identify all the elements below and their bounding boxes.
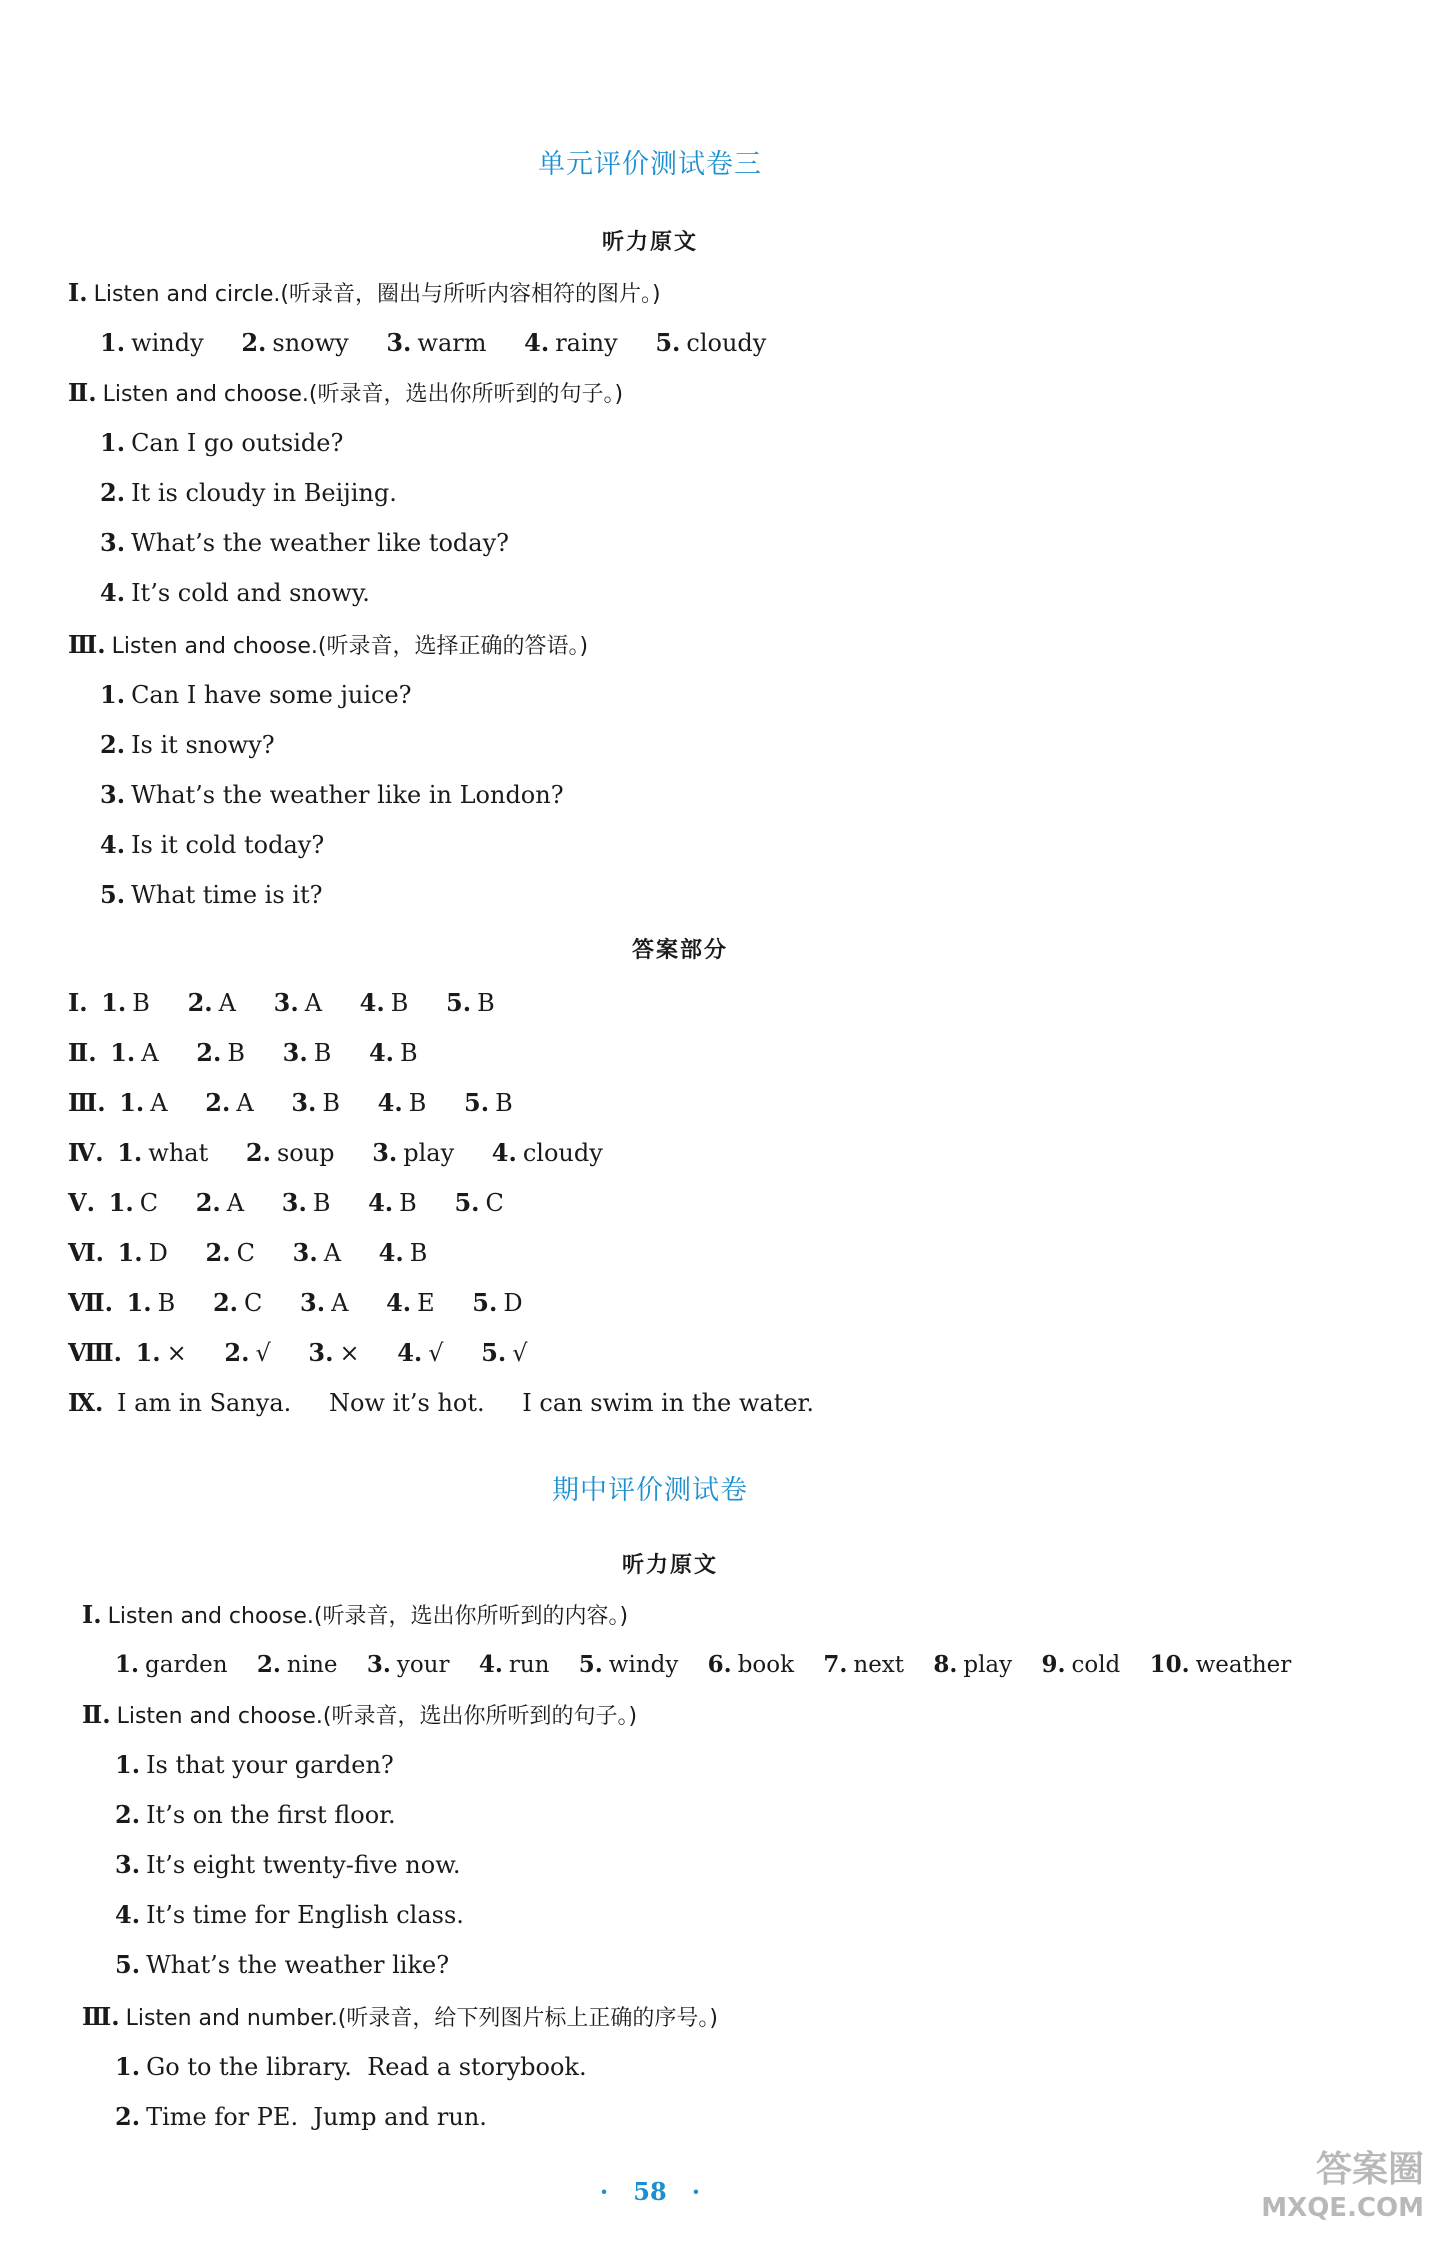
answer-row: Ⅴ. 1. C 2. A 3. B 4. B 5. C [68, 1188, 504, 1217]
list-item: 3. warm [386, 328, 487, 357]
list-item: 4. rainy [524, 328, 618, 357]
list-item: 3. It’s eight twenty-five now. [115, 1850, 461, 1879]
word-list [100, 328, 796, 358]
watermark-text: 答案圈 [1315, 2149, 1424, 2190]
section-title: 期中评价测试卷 [552, 1475, 748, 1506]
watermark-url: MXQE.COM [1261, 2193, 1424, 2223]
answer-row: Ⅰ. 1. B 2. A 3. A 4. B 5. B [68, 988, 495, 1017]
list-item: 2. Is it snowy? [100, 730, 275, 759]
answer-row: Ⅳ. 1. what 2. soup 3. play 4. cloudy [68, 1138, 603, 1167]
list-item: 1. windy [100, 328, 204, 357]
list-item: 1. Can I have some juice? [100, 680, 412, 709]
list-item: 5. cloudy [655, 328, 767, 357]
watermark-logo [1261, 2151, 1424, 2227]
list-item: 3. What’s the weather like in London? [100, 780, 564, 809]
answer-row: Ⅸ. I am in Sanya. Now it’s hot. I can swim in the water. [68, 1388, 815, 1417]
list-item: 1. Is that your garden? [115, 1750, 394, 1779]
list-item: 4. It’s time for English class. [115, 1900, 464, 1929]
list-item: 3. What’s the weather like today? [100, 528, 510, 557]
list-item: 1. Can I go outside? [100, 428, 344, 457]
answer-row: Ⅵ. 1. D 2. C 3. A 4. B [68, 1238, 428, 1267]
list-item: 2. snowy [241, 328, 349, 357]
listening-heading: 听力原文 [621, 1553, 718, 1578]
part-heading [68, 278, 661, 310]
list-item: 1. Go to the library. Read a storybook. [115, 2052, 587, 2081]
part-heading: Ⅲ. Listen and choose.(听录音，选择正确的答语。) [68, 630, 589, 659]
answer-row: Ⅶ. 1. B 2. C 3. A 4. E 5. D [68, 1288, 523, 1317]
answers-heading: 答案部分 [631, 938, 728, 963]
word-list: 1. garden 2. nine 3. your 4. run 5. windy 6. book 7. next 8. play 9. cold 10. weather [115, 1651, 1292, 1678]
list-item: 2. It is cloudy in Beijing. [100, 478, 397, 507]
part-text: Listen and circle.(听录音，圈出与所听内容相符的图片。) [93, 282, 661, 307]
part-heading: Ⅲ. Listen and number.(听录音，给下列图片标上正确的序号。) [82, 2002, 718, 2031]
page-number: · 58 · [599, 2177, 701, 2206]
list-item: 4. It’s cold and snowy. [100, 578, 370, 607]
list-item: 2. It’s on the first floor. [115, 1800, 396, 1829]
part-heading: Ⅰ. Listen and choose.(听录音，选出你所听到的内容。) [82, 1600, 629, 1629]
list-item: 5. What time is it? [100, 880, 323, 909]
part-heading: Ⅱ. Listen and choose.(听录音，选出你所听到的句子。) [82, 1700, 638, 1729]
listening-heading: 听力原文 [601, 230, 698, 255]
list-item: 4. Is it cold today? [100, 830, 325, 859]
answer-row: Ⅱ. 1. A 2. B 3. B 4. B [68, 1038, 418, 1067]
part-label: Ⅰ. [68, 278, 88, 307]
part-heading: Ⅱ. Listen and choose.(听录音，选出你所听到的句子。) [68, 378, 624, 407]
section-title: 单元评价测试卷三 [538, 149, 762, 180]
list-item: 5. What’s the weather like? [115, 1950, 450, 1979]
answer-row: Ⅷ. 1. × 2. √ 3. × 4. √ 5. √ [68, 1338, 528, 1367]
answer-row: Ⅲ. 1. A 2. A 3. B 4. B 5. B [68, 1088, 513, 1117]
list-item: 2. Time for PE. Jump and run. [115, 2102, 487, 2131]
